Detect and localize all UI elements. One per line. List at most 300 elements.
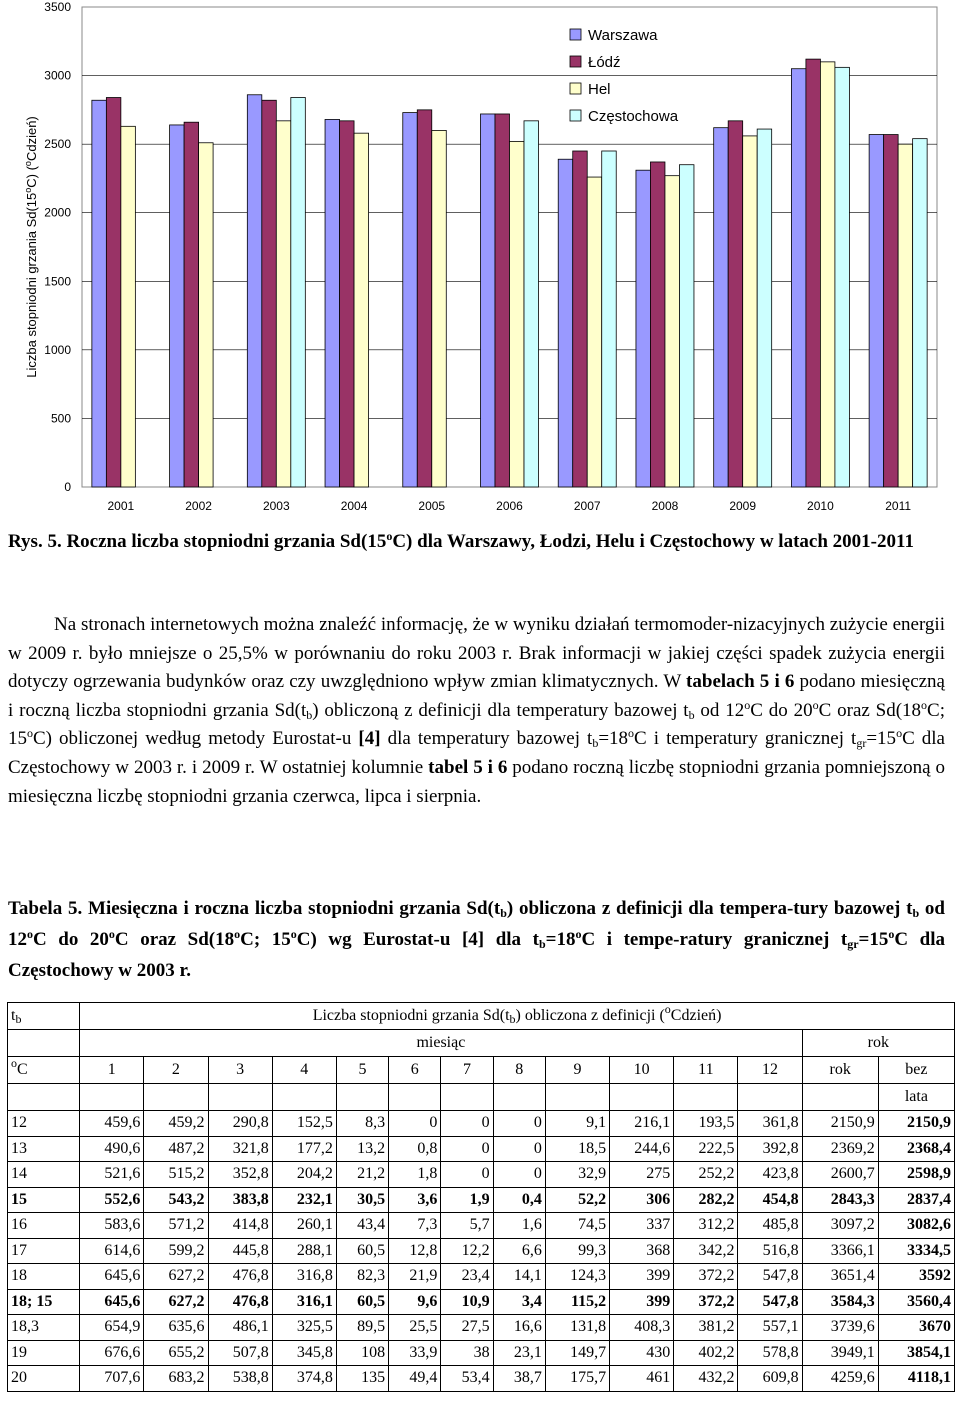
header-empty bbox=[389, 1084, 441, 1111]
y-tick-label: 1500 bbox=[44, 274, 71, 289]
header-month: 8 bbox=[493, 1057, 545, 1084]
bar-2008-2 bbox=[665, 176, 680, 487]
bar-2002-0 bbox=[170, 125, 185, 487]
table-header-row-3 bbox=[8, 1057, 955, 1084]
legend-swatch bbox=[570, 56, 581, 67]
cell-month-value: 423,8 bbox=[738, 1162, 802, 1188]
cell-tb: 13 bbox=[8, 1136, 80, 1162]
header-month: 10 bbox=[610, 1057, 674, 1084]
cell-month-value: 13,2 bbox=[336, 1136, 388, 1162]
bar-2003-1 bbox=[262, 100, 277, 487]
bar-2008-3 bbox=[679, 165, 694, 487]
x-tick-label: 2011 bbox=[885, 499, 912, 513]
cell-month-value: 0,4 bbox=[493, 1187, 545, 1213]
cell-month-value: 290,8 bbox=[208, 1111, 272, 1137]
tcap-text: od 12 bbox=[8, 898, 945, 950]
cell-month-value: 252,2 bbox=[674, 1162, 738, 1188]
cell-month-value: 485,8 bbox=[738, 1213, 802, 1239]
x-tick-label: 2008 bbox=[651, 499, 679, 513]
cell-month-value: 82,3 bbox=[336, 1264, 388, 1290]
tcap-text: Tabela 5. Miesięczna i roczna liczba stopniodni grzania Sd(t bbox=[8, 898, 501, 919]
cell-month-value: 316,8 bbox=[272, 1264, 336, 1290]
cell-month-value: 216,1 bbox=[610, 1111, 674, 1137]
header-month: 9 bbox=[545, 1057, 609, 1084]
cell-month-value: 115,2 bbox=[545, 1289, 609, 1315]
bar-2010-3 bbox=[835, 67, 850, 487]
sup-o: o bbox=[744, 697, 751, 712]
cell-month-value: 260,1 bbox=[272, 1213, 336, 1239]
sub-b: b bbox=[912, 906, 920, 920]
cell-month-value: 5,7 bbox=[441, 1213, 493, 1239]
legend-label: Warszawa bbox=[588, 27, 658, 44]
x-tick-label: 2003 bbox=[262, 499, 290, 513]
degree-days-bar-chart bbox=[0, 0, 960, 525]
bar-2003-0 bbox=[247, 95, 262, 487]
header-month: 4 bbox=[272, 1057, 336, 1084]
sup-o: o bbox=[290, 927, 297, 941]
header-bez: bez bbox=[878, 1057, 954, 1084]
cell-month-value: 627,2 bbox=[144, 1264, 208, 1290]
cell-tb: 19 bbox=[8, 1340, 80, 1366]
table-row bbox=[8, 1187, 955, 1213]
cell-month-value: 52,2 bbox=[545, 1187, 609, 1213]
cell-month-value: 152,5 bbox=[272, 1111, 336, 1137]
bar-2008-1 bbox=[650, 162, 665, 487]
header-month: 11 bbox=[674, 1057, 738, 1084]
cell-month-value: 486,1 bbox=[208, 1315, 272, 1341]
cell-month-value: 135 bbox=[336, 1366, 388, 1392]
y-axis-label-text: Liczba stopniodni grzania Sd(15 bbox=[24, 192, 39, 378]
bar-2006-2 bbox=[510, 141, 525, 487]
cell-month-value: 14,1 bbox=[493, 1264, 545, 1290]
para-text: podano roczną liczbę stopniodni grzania pomniejszoną o miesięczna liczbę stopniodni grzania czerwca, lipca i sierpnia. bbox=[8, 756, 945, 807]
cell-month-value: 18,5 bbox=[545, 1136, 609, 1162]
bar-2011-2 bbox=[898, 144, 913, 487]
cell-month-value: 21,2 bbox=[336, 1162, 388, 1188]
cell-month-value: 12,8 bbox=[389, 1238, 441, 1264]
cell-month-value: 53,4 bbox=[441, 1366, 493, 1392]
cell-month-value: 74,5 bbox=[545, 1213, 609, 1239]
header-lata: lata bbox=[878, 1084, 954, 1111]
cell-month-value: 177,2 bbox=[272, 1136, 336, 1162]
cell-month-value: 655,2 bbox=[144, 1340, 208, 1366]
bar-2007-0 bbox=[558, 159, 573, 487]
legend-swatch bbox=[570, 110, 581, 121]
cell-month-value: 399 bbox=[610, 1289, 674, 1315]
header-empty bbox=[208, 1084, 272, 1111]
cell-month-value: 60,5 bbox=[336, 1289, 388, 1315]
cell-month-value: 459,6 bbox=[80, 1111, 144, 1137]
para-text: Na stronach internetowych można znaleźć informację, że w wyniku działań termomoder-nizacyjnych zużycie energii w 2009 r. było mniejsze o 25,5% w porównaniu do roku 2003 r. Brak informacji w jakiej części spadek zużycia energii dotyczy ogrzewania budynków oraz czy uwzględniono wpływ zmian klimatycznych. W bbox=[8, 614, 945, 693]
table-row bbox=[8, 1136, 955, 1162]
sup-o: o bbox=[234, 927, 241, 941]
tcap-text: C; 15 bbox=[240, 929, 291, 950]
cell-rok: 2843,3 bbox=[802, 1187, 878, 1213]
cell-month-value: 25,5 bbox=[389, 1315, 441, 1341]
para-bold: tabel 5 i 6 bbox=[428, 756, 508, 778]
bar-2007-1 bbox=[573, 151, 588, 487]
cell-month-value: 244,6 bbox=[610, 1136, 674, 1162]
cell-tb: 15 bbox=[8, 1187, 80, 1213]
sub-gr: gr bbox=[856, 736, 867, 751]
bar-2011-0 bbox=[869, 135, 884, 487]
bar-2004-1 bbox=[340, 121, 355, 487]
figure-caption-text: Roczna liczba stopniodni grzania Sd(15 bbox=[66, 531, 387, 552]
cell-month-value: 345,8 bbox=[272, 1340, 336, 1366]
bar-2010-0 bbox=[791, 69, 806, 487]
para-text: C i temperatury granicznej t bbox=[634, 728, 857, 750]
cell-rok: 3097,2 bbox=[802, 1213, 878, 1239]
cell-month-value: 30,5 bbox=[336, 1187, 388, 1213]
cell-tb: 18,3 bbox=[8, 1315, 80, 1341]
cell-month-value: 487,2 bbox=[144, 1136, 208, 1162]
cell-tb: 20 bbox=[8, 1366, 80, 1392]
header-empty bbox=[336, 1084, 388, 1111]
bar-2002-2 bbox=[199, 143, 214, 487]
body-paragraph bbox=[8, 611, 945, 811]
bar-2005-0 bbox=[403, 113, 418, 487]
x-tick-label: 2004 bbox=[340, 499, 368, 513]
bar-2009-2 bbox=[743, 136, 758, 487]
header-unit: $^o$C bbox=[8, 1057, 80, 1084]
figure-label: Rys. 5. bbox=[8, 531, 62, 552]
x-tick-label: 2009 bbox=[729, 499, 757, 513]
cell-month-value: 547,8 bbox=[738, 1264, 802, 1290]
x-tick-label: 2007 bbox=[573, 499, 601, 513]
sup-o: o bbox=[812, 697, 819, 712]
cell-month-value: 583,6 bbox=[80, 1213, 144, 1239]
cell-month-value: 490,6 bbox=[80, 1136, 144, 1162]
legend-swatch bbox=[570, 83, 581, 94]
para-text: C) obliczonej według metody Eurostat-u bbox=[33, 728, 359, 750]
para-text: =15 bbox=[866, 728, 897, 750]
cell-month-value: 282,2 bbox=[674, 1187, 738, 1213]
cell-month-value: 10,9 bbox=[441, 1289, 493, 1315]
cell-month-value: 232,1 bbox=[272, 1187, 336, 1213]
header-month: 12 bbox=[738, 1057, 802, 1084]
y-tick-label: 500 bbox=[50, 411, 71, 426]
table-header-row-4 bbox=[8, 1084, 955, 1111]
bar-2005-2 bbox=[432, 130, 447, 487]
cell-month-value: 16,6 bbox=[493, 1315, 545, 1341]
cell-month-value: 381,2 bbox=[674, 1315, 738, 1341]
bar-2010-1 bbox=[806, 59, 821, 487]
figure-caption-text-end: C) dla Warszawy, Łodzi, Helu i Częstochowy w latach 2001-2011 bbox=[392, 531, 914, 552]
cell-month-value: 0 bbox=[493, 1162, 545, 1188]
cell-month-value: 325,5 bbox=[272, 1315, 336, 1341]
cell-month-value: 392,8 bbox=[738, 1136, 802, 1162]
bar-2007-3 bbox=[602, 151, 617, 487]
cell-rok: 2150,9 bbox=[802, 1111, 878, 1137]
cell-month-value: 614,6 bbox=[80, 1238, 144, 1264]
table-row bbox=[8, 1366, 955, 1392]
cell-month-value: 99,3 bbox=[545, 1238, 609, 1264]
header-empty bbox=[738, 1084, 802, 1111]
para-bold: [4] bbox=[358, 728, 381, 750]
cell-month-value: 33,9 bbox=[389, 1340, 441, 1366]
bar-2002-1 bbox=[184, 122, 199, 487]
header-month: 1 bbox=[80, 1057, 144, 1084]
cell-month-value: 3,6 bbox=[389, 1187, 441, 1213]
header-rok: rok bbox=[802, 1057, 878, 1084]
cell-month-value: 476,8 bbox=[208, 1264, 272, 1290]
header-month: 6 bbox=[389, 1057, 441, 1084]
cell-month-value: 414,8 bbox=[208, 1213, 272, 1239]
cell-rok: 3739,6 bbox=[802, 1315, 878, 1341]
cell-bez-lata: 2150,9 bbox=[878, 1111, 954, 1137]
cell-month-value: 645,6 bbox=[80, 1264, 144, 1290]
bar-2006-1 bbox=[495, 114, 510, 487]
cell-bez-lata: 3560,4 bbox=[878, 1289, 954, 1315]
header-empty bbox=[493, 1084, 545, 1111]
figure-caption bbox=[8, 528, 943, 555]
table-caption bbox=[8, 893, 945, 986]
para-text: C; 15 bbox=[8, 699, 945, 750]
header-empty bbox=[144, 1084, 208, 1111]
bar-2004-0 bbox=[325, 119, 340, 487]
para-text: podano miesięczną i roczną liczba stopniodni grzania Sd(t bbox=[8, 671, 945, 721]
sup-o: o bbox=[27, 726, 33, 741]
cell-month-value: 552,6 bbox=[80, 1187, 144, 1213]
tcap-text: C oraz Sd(18 bbox=[114, 929, 235, 950]
cell-bez-lata: 3854,1 bbox=[878, 1340, 954, 1366]
bar-2009-1 bbox=[728, 121, 743, 487]
sub-b: b bbox=[538, 937, 546, 951]
y-tick-label: 0 bbox=[64, 480, 71, 494]
cell-month-value: 6,6 bbox=[493, 1238, 545, 1264]
legend-label: Łódź bbox=[588, 54, 621, 71]
cell-month-value: 38 bbox=[441, 1340, 493, 1366]
cell-month-value: 408,3 bbox=[610, 1315, 674, 1341]
sub-b: b bbox=[306, 707, 313, 722]
header-month: 7 bbox=[441, 1057, 493, 1084]
cell-month-value: 337 bbox=[610, 1213, 674, 1239]
x-tick-label: 2001 bbox=[107, 499, 135, 513]
cell-month-value: 9,1 bbox=[545, 1111, 609, 1137]
cell-month-value: 204,2 bbox=[272, 1162, 336, 1188]
cell-month-value: 1,9 bbox=[441, 1187, 493, 1213]
tcap-text: =15 bbox=[858, 929, 889, 950]
cell-month-value: 0 bbox=[441, 1162, 493, 1188]
cell-month-value: 543,2 bbox=[144, 1187, 208, 1213]
header-month: 3 bbox=[208, 1057, 272, 1084]
header-empty bbox=[80, 1084, 144, 1111]
cell-month-value: 383,8 bbox=[208, 1187, 272, 1213]
cell-month-value: 599,2 bbox=[144, 1238, 208, 1264]
legend-label: Hel bbox=[588, 81, 611, 98]
cell-month-value: 547,8 bbox=[738, 1289, 802, 1315]
y-axis-label-end: Cdzień) bbox=[24, 116, 39, 162]
sub-b: b bbox=[688, 707, 695, 722]
cell-month-value: 193,5 bbox=[674, 1111, 738, 1137]
cell-rok: 4259,6 bbox=[802, 1366, 878, 1392]
cell-month-value: 454,8 bbox=[738, 1187, 802, 1213]
y-tick-label: 2000 bbox=[44, 205, 71, 220]
cell-month-value: 0,8 bbox=[389, 1136, 441, 1162]
cell-month-value: 131,8 bbox=[545, 1315, 609, 1341]
cell-month-value: 645,6 bbox=[80, 1289, 144, 1315]
sup-o: o bbox=[888, 927, 895, 941]
cell-rok: 3584,3 bbox=[802, 1289, 878, 1315]
cell-month-value: 352,8 bbox=[208, 1162, 272, 1188]
y-tick-label: 3500 bbox=[44, 0, 71, 14]
cell-month-value: 430 bbox=[610, 1340, 674, 1366]
header-empty bbox=[610, 1084, 674, 1111]
cell-month-value: 0 bbox=[493, 1111, 545, 1137]
table-row bbox=[8, 1264, 955, 1290]
cell-month-value: 60,5 bbox=[336, 1238, 388, 1264]
cell-month-value: 316,1 bbox=[272, 1289, 336, 1315]
cell-month-value: 676,6 bbox=[80, 1340, 144, 1366]
para-text: =18 bbox=[598, 728, 629, 750]
bar-2011-3 bbox=[913, 139, 928, 487]
cell-tb: 18; 15 bbox=[8, 1289, 80, 1315]
para-text: C do 20 bbox=[750, 699, 813, 721]
sub-b: b bbox=[500, 906, 507, 920]
bar-2001-1 bbox=[106, 98, 121, 487]
header-empty bbox=[441, 1084, 493, 1111]
cell-month-value: 538,8 bbox=[208, 1366, 272, 1392]
para-text: ) obliczoną z definicji dla temperatury bazowej t bbox=[312, 699, 689, 721]
header-empty bbox=[8, 1030, 80, 1057]
para-text: dla temperatury bazowej t bbox=[380, 728, 593, 750]
cell-month-value: 707,6 bbox=[80, 1366, 144, 1392]
x-tick-label: 2010 bbox=[807, 499, 834, 513]
header-empty bbox=[8, 1084, 80, 1111]
table-row bbox=[8, 1111, 955, 1137]
tcap-text: C i tempe-ratury granicznej t bbox=[581, 929, 848, 950]
y-tick-label: 2500 bbox=[44, 137, 71, 152]
bar-2011-1 bbox=[884, 135, 899, 487]
legend-swatch bbox=[570, 29, 581, 40]
bar-2009-0 bbox=[714, 128, 729, 487]
y-axis-label-sup: o bbox=[23, 187, 33, 193]
cell-tb: 12 bbox=[8, 1111, 80, 1137]
cell-month-value: 372,2 bbox=[674, 1289, 738, 1315]
header-empty bbox=[272, 1084, 336, 1111]
cell-month-value: 7,3 bbox=[389, 1213, 441, 1239]
cell-month-value: 557,1 bbox=[738, 1315, 802, 1341]
sub-b: b bbox=[592, 736, 599, 751]
cell-month-value: 23,1 bbox=[493, 1340, 545, 1366]
cell-month-value: 461 bbox=[610, 1366, 674, 1392]
bar-2004-2 bbox=[354, 133, 369, 487]
bar-2008-0 bbox=[636, 170, 651, 487]
header-miesiac: miesiąc bbox=[80, 1030, 803, 1057]
cell-month-value: 27,5 bbox=[441, 1315, 493, 1341]
x-tick-label: 2005 bbox=[418, 499, 446, 513]
cell-month-value: 306 bbox=[610, 1187, 674, 1213]
cell-month-value: 38,7 bbox=[493, 1366, 545, 1392]
x-tick-label: 2002 bbox=[185, 499, 212, 513]
cell-tb: 14 bbox=[8, 1162, 80, 1188]
cell-month-value: 683,2 bbox=[144, 1366, 208, 1392]
table-row bbox=[8, 1162, 955, 1188]
bar-2006-3 bbox=[524, 121, 539, 487]
cell-month-value: 275 bbox=[610, 1162, 674, 1188]
sup-o: o bbox=[921, 697, 928, 712]
cell-month-value: 521,6 bbox=[80, 1162, 144, 1188]
header-empty bbox=[802, 1084, 878, 1111]
cell-bez-lata: 3670 bbox=[878, 1315, 954, 1341]
cell-month-value: 516,8 bbox=[738, 1238, 802, 1264]
sup-o: o bbox=[27, 927, 33, 941]
table-row bbox=[8, 1340, 955, 1366]
cell-rok: 3651,4 bbox=[802, 1264, 878, 1290]
cell-month-value: 0 bbox=[441, 1111, 493, 1137]
header-month: 5 bbox=[336, 1057, 388, 1084]
cell-tb: 16 bbox=[8, 1213, 80, 1239]
cell-month-value: 222,5 bbox=[674, 1136, 738, 1162]
cell-month-value: 43,4 bbox=[336, 1213, 388, 1239]
tcap-text: C) wg Eurostat-u [4] dla t bbox=[296, 929, 539, 950]
cell-tb: 17 bbox=[8, 1238, 80, 1264]
cell-month-value: 654,9 bbox=[80, 1315, 144, 1341]
sup-o: o bbox=[896, 726, 903, 741]
y-axis-ticks bbox=[44, 0, 71, 494]
y-tick-label: 1000 bbox=[44, 342, 71, 357]
cell-month-value: 402,2 bbox=[674, 1340, 738, 1366]
degree-sup: o bbox=[386, 529, 393, 543]
cell-bez-lata: 3592 bbox=[878, 1264, 954, 1290]
cell-month-value: 507,8 bbox=[208, 1340, 272, 1366]
cell-month-value: 1,8 bbox=[389, 1162, 441, 1188]
table-row bbox=[8, 1315, 955, 1341]
cell-month-value: 372,2 bbox=[674, 1264, 738, 1290]
cell-month-value: 288,1 bbox=[272, 1238, 336, 1264]
cell-month-value: 476,8 bbox=[208, 1289, 272, 1315]
bar-2005-1 bbox=[417, 110, 432, 487]
tcap-text: C dla Częstochowy w 2003 r. bbox=[8, 929, 945, 981]
cell-month-value: 9,6 bbox=[389, 1289, 441, 1315]
cell-month-value: 571,2 bbox=[144, 1213, 208, 1239]
cell-month-value: 8,3 bbox=[336, 1111, 388, 1137]
cell-month-value: 609,8 bbox=[738, 1366, 802, 1392]
cell-month-value: 627,2 bbox=[144, 1289, 208, 1315]
x-tick-label: 2006 bbox=[496, 499, 523, 513]
cell-rok: 3949,1 bbox=[802, 1340, 878, 1366]
cell-month-value: 0 bbox=[441, 1136, 493, 1162]
legend-label: Częstochowa bbox=[588, 108, 679, 125]
cell-month-value: 23,4 bbox=[441, 1264, 493, 1290]
sub-gr: gr bbox=[847, 937, 859, 951]
cell-month-value: 175,7 bbox=[545, 1366, 609, 1392]
table-row bbox=[8, 1213, 955, 1239]
cell-month-value: 12,2 bbox=[441, 1238, 493, 1264]
para-text: C dla Częstochowy w 2003 r. i 2009 r. W ostatniej kolumnie bbox=[8, 728, 945, 778]
bar-2003-3 bbox=[291, 98, 306, 487]
bar-2001-2 bbox=[121, 126, 136, 487]
cell-month-value: 445,8 bbox=[208, 1238, 272, 1264]
cell-month-value: 312,2 bbox=[674, 1213, 738, 1239]
para-text: C oraz Sd(18 bbox=[818, 699, 922, 721]
header-month: 2 bbox=[144, 1057, 208, 1084]
cell-month-value: 361,8 bbox=[738, 1111, 802, 1137]
cell-month-value: 342,2 bbox=[674, 1238, 738, 1264]
cell-month-value: 32,9 bbox=[545, 1162, 609, 1188]
cell-month-value: 515,2 bbox=[144, 1162, 208, 1188]
cell-rok: 2369,2 bbox=[802, 1136, 878, 1162]
y-tick-label: 3000 bbox=[44, 68, 71, 83]
cell-month-value: 578,8 bbox=[738, 1340, 802, 1366]
table-row bbox=[8, 1289, 955, 1315]
table-header-row-2 bbox=[8, 1030, 955, 1057]
header-empty bbox=[545, 1084, 609, 1111]
cell-month-value: 124,3 bbox=[545, 1264, 609, 1290]
cell-month-value: 1,6 bbox=[493, 1213, 545, 1239]
cell-bez-lata: 4118,1 bbox=[878, 1366, 954, 1392]
cell-tb: 18 bbox=[8, 1264, 80, 1290]
